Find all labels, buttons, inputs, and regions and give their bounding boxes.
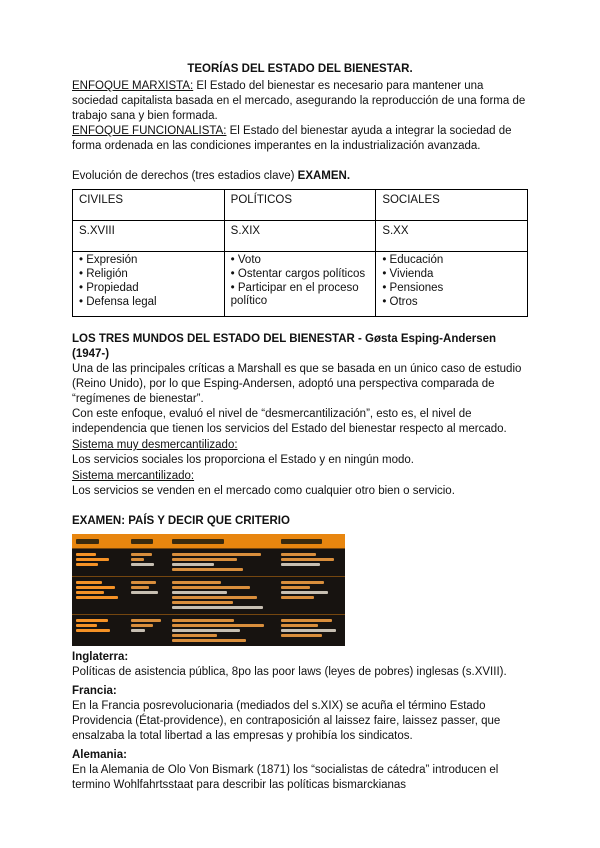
list-item: • Otros (382, 296, 521, 309)
rights-table (72, 189, 528, 317)
paragraph-enfoque-funcionalista (72, 124, 528, 154)
embedded-table-image (72, 534, 345, 646)
social-rights-list (376, 252, 528, 317)
century-civiles: S.XVIII (73, 221, 225, 252)
heading-line-2: (1947-) (72, 348, 110, 360)
list-item: • Ostentar cargos políticos (231, 268, 370, 281)
sistema-mercantilizado-term: Sistema mercantilizado: (72, 470, 195, 482)
list-item: • Pensiones (382, 282, 521, 295)
examen-flag: EXAMEN. (297, 170, 351, 182)
section-heading-examen-pais: EXAMEN: PAÍS Y DECIR QUE CRITERIO (72, 515, 290, 527)
list-item: • Vivienda (382, 268, 521, 281)
country-label-inglaterra: Inglaterra: (72, 651, 129, 663)
list-item: • Propiedad (79, 282, 218, 295)
century-sociales: S.XX (376, 221, 528, 252)
label-sistema-desmercantilizado (72, 438, 528, 453)
rights-table-header-row (73, 190, 528, 221)
text-sistema-mercantilizado: Los servicios se venden en el mercado como cualquier otro bien o servicio. (72, 485, 455, 497)
enfoque-funcionalista-text: El Estado del bienestar ayuda a integrar la sociedad de forma ordenada en las condiciones imperantes en la industrialización avanzada. (72, 125, 512, 152)
rights-table-century-row (73, 221, 528, 252)
sistema-desmercantilizado-term: Sistema muy desmercantilizado: (72, 439, 238, 451)
country-text-alemania: En la Alemania de Olo Von Bismark (1871) los “socialistas de cátedra” introducen el termino Wohlfahrtsstaat para describir las políticas bismarckianas (72, 764, 499, 791)
list-item: • Educación (382, 254, 521, 267)
list-item: • Voto (231, 254, 370, 267)
paragraph-desmercantilizacion: Con este enfoque, evaluó el nivel de “desmercantilización”, esto es, el nivel de independencia que tienen los servicios del Estado del bienestar respecto al mercado. (72, 408, 507, 435)
heading-line-1: LOS TRES MUNDOS DEL ESTADO DEL BIENESTAR - Gøsta Esping-Andersen (72, 333, 497, 345)
label-sistema-mercantilizado (72, 469, 528, 484)
country-text-francia: En la Francia posrevolucionaria (mediados del s.XIX) se acuña el término Estado Providencia (État-providence), en contraposición al laissez faire, laissez passer, que ensalzaba la total libertad a las empresas y prohibía los sindicatos. (72, 700, 501, 742)
enfoque-marxista-text: El Estado del bienestar es necesario para mantener una sociedad capitalista basada en el mercado, asegurando la reproducción de una forma de trabajo sana y bien formada. (72, 80, 526, 122)
paragraph-evolucion-derechos (72, 169, 528, 184)
list-item: • Defensa legal (79, 296, 218, 309)
rights-header-sociales: SOCIALES (376, 190, 528, 221)
section-heading-tres-mundos (72, 332, 528, 362)
paragraph-enfoque-marxista (72, 79, 528, 124)
country-label-alemania: Alemania: (72, 749, 127, 761)
text-sistema-desmercantilizado: Los servicios sociales los proporciona el Estado y en ningún modo. (72, 454, 414, 466)
civil-rights-list (73, 252, 225, 317)
political-rights-list (224, 252, 376, 317)
evolucion-text: Evolución de derechos (tres estadios clave) (72, 170, 298, 182)
century-politicos: S.XIX (224, 221, 376, 252)
rights-table-items-row (73, 252, 528, 317)
country-label-francia: Francia: (72, 685, 117, 697)
page-title: TEORÍAS DEL ESTADO DEL BIENESTAR. (187, 63, 413, 75)
list-item: • Religión (79, 268, 218, 281)
list-item: • Participar en el proceso político (231, 282, 370, 308)
paragraph-marshall-critica: Una de las principales críticas a Marshall es que se basada en un único caso de estudio (Reino Unido), por lo que Esping-Andersen, adoptó una perspectiva comparada de “regímenes de bienestar”. (72, 363, 522, 405)
rights-header-civiles: CIVILES (73, 190, 225, 221)
term-enfoque-marxista: ENFOQUE MARXISTA: (72, 80, 194, 92)
term-enfoque-funcionalista: ENFOQUE FUNCIONALISTA: (72, 125, 227, 137)
list-item: • Expresión (79, 254, 218, 267)
rights-header-politicos: POLÍTICOS (224, 190, 376, 221)
country-text-inglaterra: Políticas de asistencia pública, 8po las poor laws (leyes de pobres) inglesas (s.XVIII). (72, 666, 507, 678)
